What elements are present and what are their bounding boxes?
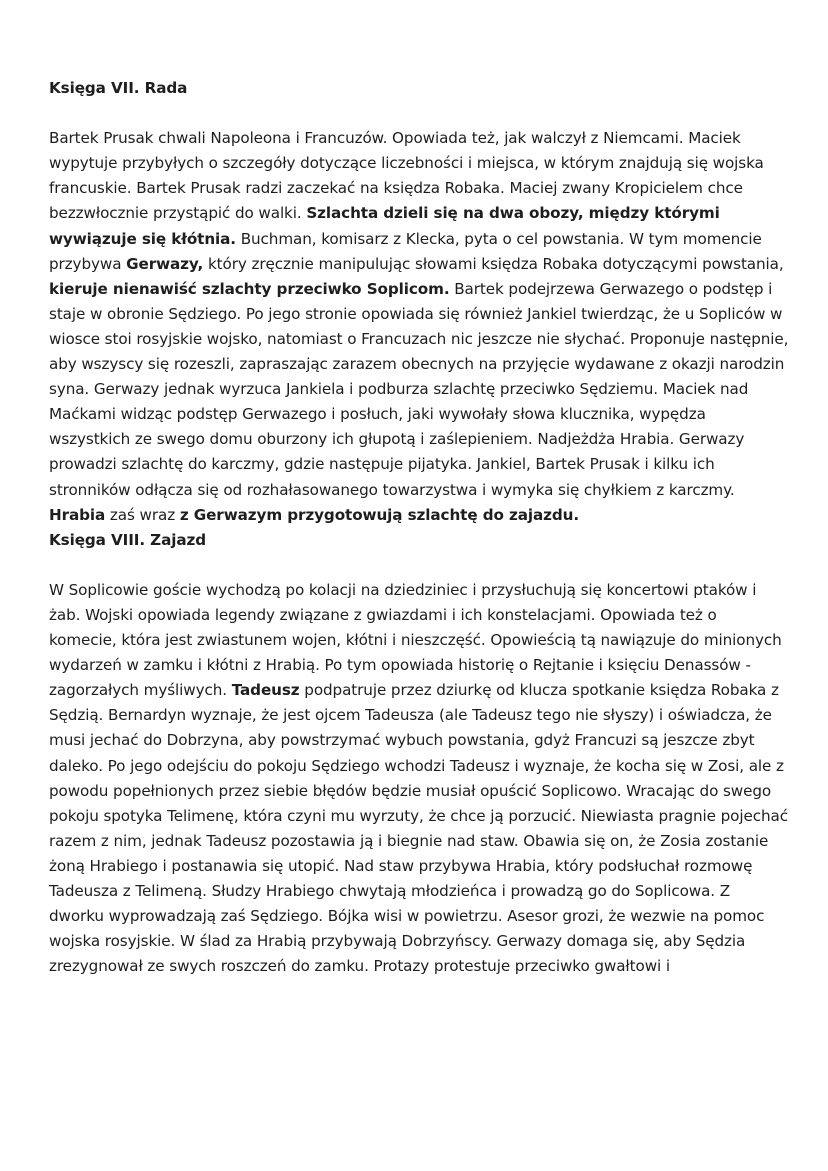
text-run: Buchman, komisarz z Klecka, pyta o cel powstania. W tym momencie przybywa — [49, 229, 762, 273]
section-paragraph-ksiega-viii — [49, 578, 789, 980]
spacer — [49, 101, 789, 126]
text-run: Bartek Prusak chwali Napoleona i Francuzów. Opowiada też, jak walczył z Niemcami. Maciek wypytuje przybyłych o szczegóły dotyczące liczebności i miejsca, w którym znajdują się wojska francuskie. Bartek Prusak radzi zaczekać na księdza Robaka. Maciej zwany Kropicielem chce bezzwłocznie przystąpić do walki. — [49, 129, 764, 223]
bold-text-run: z Gerwazym przygotowują szlachtę do zajazdu. — [179, 505, 580, 524]
bold-text-run: Hrabia — [49, 505, 106, 524]
bold-text-run: Szlachta dzieli się na dwa obozy, między którymi wywiązuje się kłótnia. — [49, 204, 720, 248]
bold-text-run: Gerwazy, — [126, 254, 204, 273]
text-run: podpatruje przez dziurkę od klucza spotkanie księdza Robaka z Sędzią. Bernardyn wyznaje, że jest ojcem Tadeusza (ale Tadeusz tego nie słyszy) i oświadcza, że musi jechać do Dobrzyna, aby powstrzymać wybuch powstania, gdyż Francuzi są jeszcze zbyt daleko. Po jego odejściu do pokoju Sędziego wchodzi Tadeusz i wyznaje, że kocha się w Zosi, ale z powodu popełnionych przez siebie błędów będzie musiał opuścić Soplicowo. Wracając do swego pokoju spotyka Telimenę, która czyni mu wyrzuty, że chce ją porzucić. Niewiasta pragnie pojechać razem z nim, jednak Tadeusz pozostawia ją i biegnie nad staw. Obawia się on, że Zosia zostanie żoną Hrabiego i postanawia się utopić. Nad staw przybywa Hrabia, który podsłuchał rozmowę Tadeusza z Telimeną. Słudzy Hrabiego chwytają młodzieńca i prowadzą go do Soplicowa. Z dworku wyprowadzają zaś Sędziego. Bójka wisi w powietrzu. Asesor grozi, że wezwie na pomoc wojska rosyjskie. W ślad za Hrabią przybywają Dobrzyńscy. Gerwazy domaga się, aby Sędzia zrezygnował ze swych roszczeń do zamku. Protazy protestuje przeciwko gwałtowi i — [49, 681, 788, 976]
text-run: zaś wraz — [105, 505, 180, 524]
text-run: Bartek podejrzewa Gerwazego o podstęp i staje w obronie Sędziego. Po jego stronie opowiada się również Jankiel twierdząc, że u Sopliców w wiosce stoi rosyjskie wojsko, natomiast o Francuzach nic jeszcze nie słychać. Proponuje następnie, aby wszyscy się rozeszli, zapraszając zarazem obecnych na przyjęcie wydawane z okazji narodzin syna. Gerwazy jednak wyrzuca Jankiela i podburza szlachtę przeciwko Sędziemu. Maciek nad Maćkami widząc podstęp Gerwazego i posłuch, jaki wywołały słowa klucznika, wypędza wszystkich ze swego domu oburzony ich głupotą i zaślepieniem. Nadjeżdża Hrabia. Gerwazy prowadzi szlachtę do karczmy, gdzie następuje pijatyka. Jankiel, Bartek Prusak i kilku ich stronników odłącza się od rozhałasowanego towarzystwa i wymyka się chyłkiem z karczmy. — [49, 279, 789, 499]
bold-text-run: Tadeusz — [231, 681, 300, 700]
section-heading-ksiega-vii: Księga VII. Rada — [49, 79, 188, 97]
text-run: W Soplicowie goście wychodzą po kolacji na dziedziniec i przysłuchują się koncertowi ptaków i żab. Wojski opowiada legendy związane z gwiazdami i ich konstelacjami. Opowiada też o komecie, która jest zwiastunem wojen, kłótni i nieszczęść. Opowieścią tą nawiązuje do minionych wydarzeń w zamku i kłótni z Hrabią. Po tym opowiada historię o Rejtanie i księciu Denassów - zagorzałych myśliwych. — [49, 580, 782, 700]
section-heading-ksiega-viii: Księga VIII. Zajazd — [49, 530, 207, 549]
section-paragraph-ksiega-vii — [49, 126, 789, 528]
bold-text-run: kieruje nienawiść szlachty przeciwko Soplicom. — [49, 279, 450, 298]
text-run: który zręcznie manipulując słowami księdza Robaka dotyczącymi powstania, — [203, 254, 784, 273]
spacer — [49, 553, 789, 578]
document-page — [49, 76, 789, 979]
